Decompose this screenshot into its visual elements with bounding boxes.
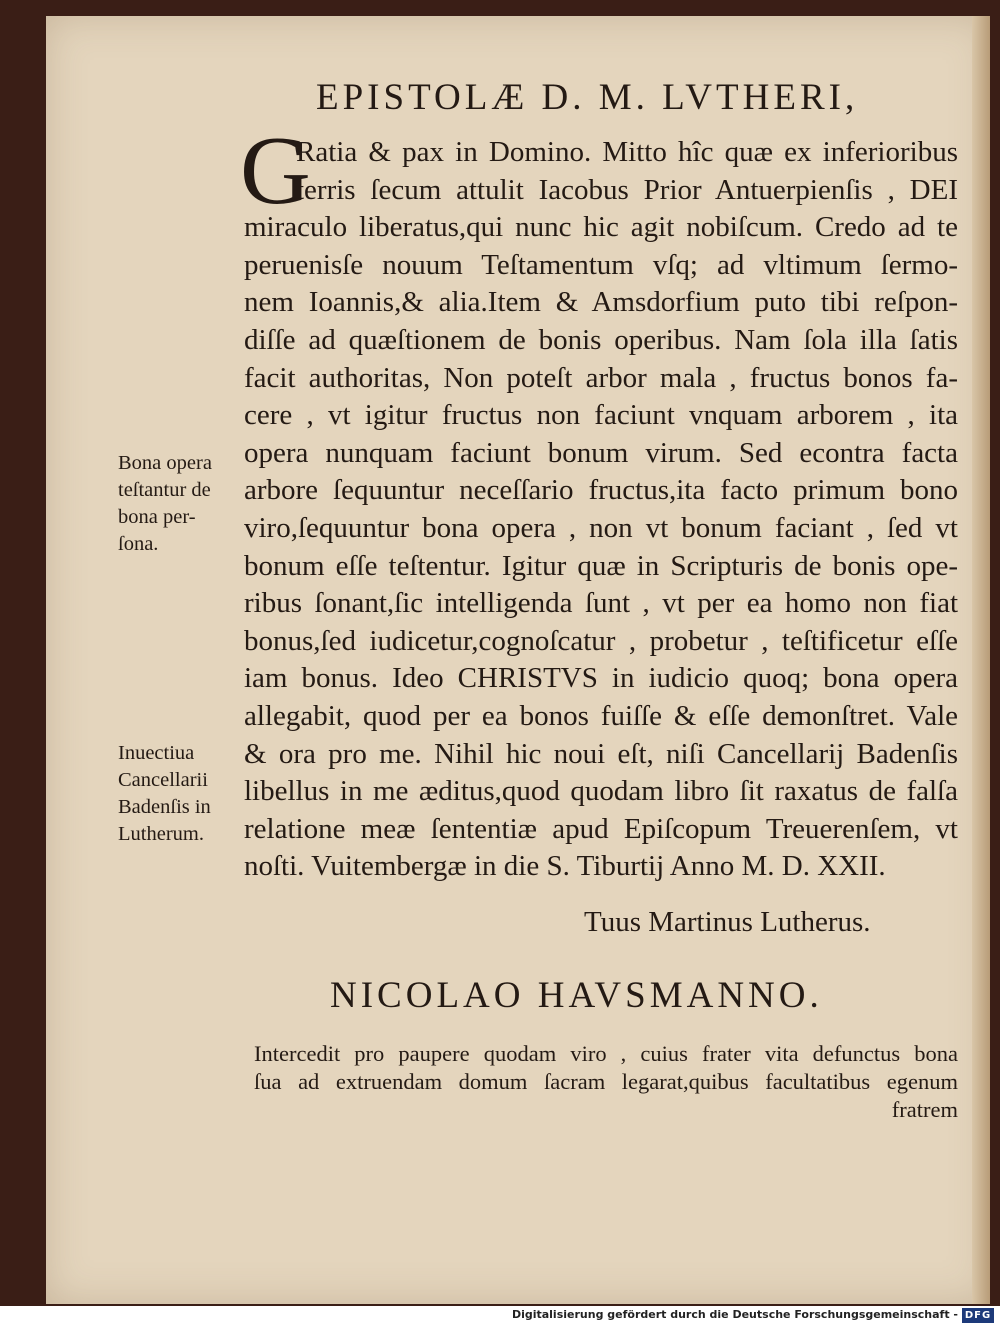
- margin-note-line: Bona opera: [118, 452, 212, 474]
- letter-line: diſſe ad quæſtionem de bonis operibus. Nam ſola illa ſatis: [244, 323, 958, 356]
- letter-line: arbore ſequuntur neceſſario fructus,ita facto primum bono: [244, 474, 958, 507]
- margin-note-line: bona per-: [118, 506, 196, 528]
- letter-line: bonus,ſed iudicetur,cognoſcatur , probetur , teſtificetur eſſe: [244, 624, 958, 657]
- section-heading: NICOLAO HAVSMANNO.: [330, 975, 823, 1016]
- running-head: EPISTOLÆ D. M. LVTHERI,: [316, 77, 859, 118]
- margin-note-line: Cancellarii: [118, 769, 208, 791]
- letter-line: allegabit, quod per ea bonos fuiſſe & eſſe demonſtret. Vale: [244, 699, 958, 732]
- letter-line: iam bonus. Ideo CHRISTVS in iudicio quoq; bona opera: [244, 662, 958, 695]
- summary-line: Intercedit pro paupere quodam viro , cuius frater vita defunctus bona: [254, 1041, 958, 1066]
- letter-line: peruenisſe nouum Teſtamentum vſq; ad vltimum ſermo-: [244, 248, 958, 281]
- letter-line: bonum eſſe teſtentur. Igitur quæ in Scripturis de bonis ope-: [244, 549, 958, 582]
- letter-line: libellus in me æditus,quod quodam libro ſit raxatus de falſa: [244, 775, 958, 808]
- margin-note-line: Lutherum.: [118, 823, 204, 845]
- margin-note-line: teſtantur de: [118, 479, 211, 501]
- letter-line: noſti. Vuitembergæ in die S. Tiburtij Anno M. D. XXII.: [244, 850, 886, 883]
- letter-line: facit authoritas, Non poteſt arbor mala , fructus bonos fa-: [244, 361, 958, 394]
- letter-line: viro,ſequuntur bona opera , non vt bonum faciant , ſed vt: [244, 511, 958, 544]
- letter-line: terris ſecum attulit Iacobus Prior Antuerpienſis , DEI: [296, 173, 958, 206]
- letter-line: nem Ioannis,& alia.Item & Amsdorfium puto tibi reſpon-: [244, 286, 958, 319]
- page-edge: [972, 16, 990, 1304]
- letter-line: & ora pro me. Nihil hic noui eſt, niſi Cancellarij Badenſis: [244, 737, 958, 770]
- funding-notice: Digitalisierung gefördert durch die Deutsche Forschungsgemeinschaft -: [511, 1308, 958, 1321]
- margin-note-inuectiua: [118, 740, 242, 848]
- drop-cap-initial: G: [240, 117, 311, 225]
- margin-note-line: Badenſis in: [118, 796, 211, 818]
- letter-line: opera nunquam faciunt bonum virum. Sed econtra facta: [244, 436, 958, 469]
- margin-note-line: Inuectiua: [118, 742, 195, 764]
- summary-line: ſua ad extruendam domum ſacram legarat,quibus facultatibus egenum: [254, 1069, 958, 1094]
- letter-line: miraculo liberatus,qui nunc hic agit nobiſcum. Credo ad te: [244, 211, 958, 244]
- footer-bar: [0, 1306, 1000, 1326]
- letter-line: relatione meæ ſententiæ apud Epiſcopum Treuerenſem, vt: [244, 812, 958, 845]
- margin-note-bona-opera: [118, 450, 242, 558]
- letter-line: Ratia & pax in Domino. Mitto hîc quæ ex inferioribus: [296, 136, 958, 168]
- margin-note-line: ſona.: [118, 533, 159, 555]
- letter-line: cere , vt igitur fructus non faciunt vnquam arborem , ita: [244, 399, 958, 432]
- catchword: fratrem: [891, 1097, 958, 1122]
- letter-line: ribus ſonant,ſic intelligenda ſunt , vt per ea homo non fiat: [244, 587, 958, 620]
- letter-summary: [254, 1040, 958, 1124]
- letter-body: [244, 134, 958, 886]
- dfg-logo-icon: DFG: [962, 1308, 994, 1323]
- letter-signature: Tuus Martinus Lutherus.: [584, 906, 871, 938]
